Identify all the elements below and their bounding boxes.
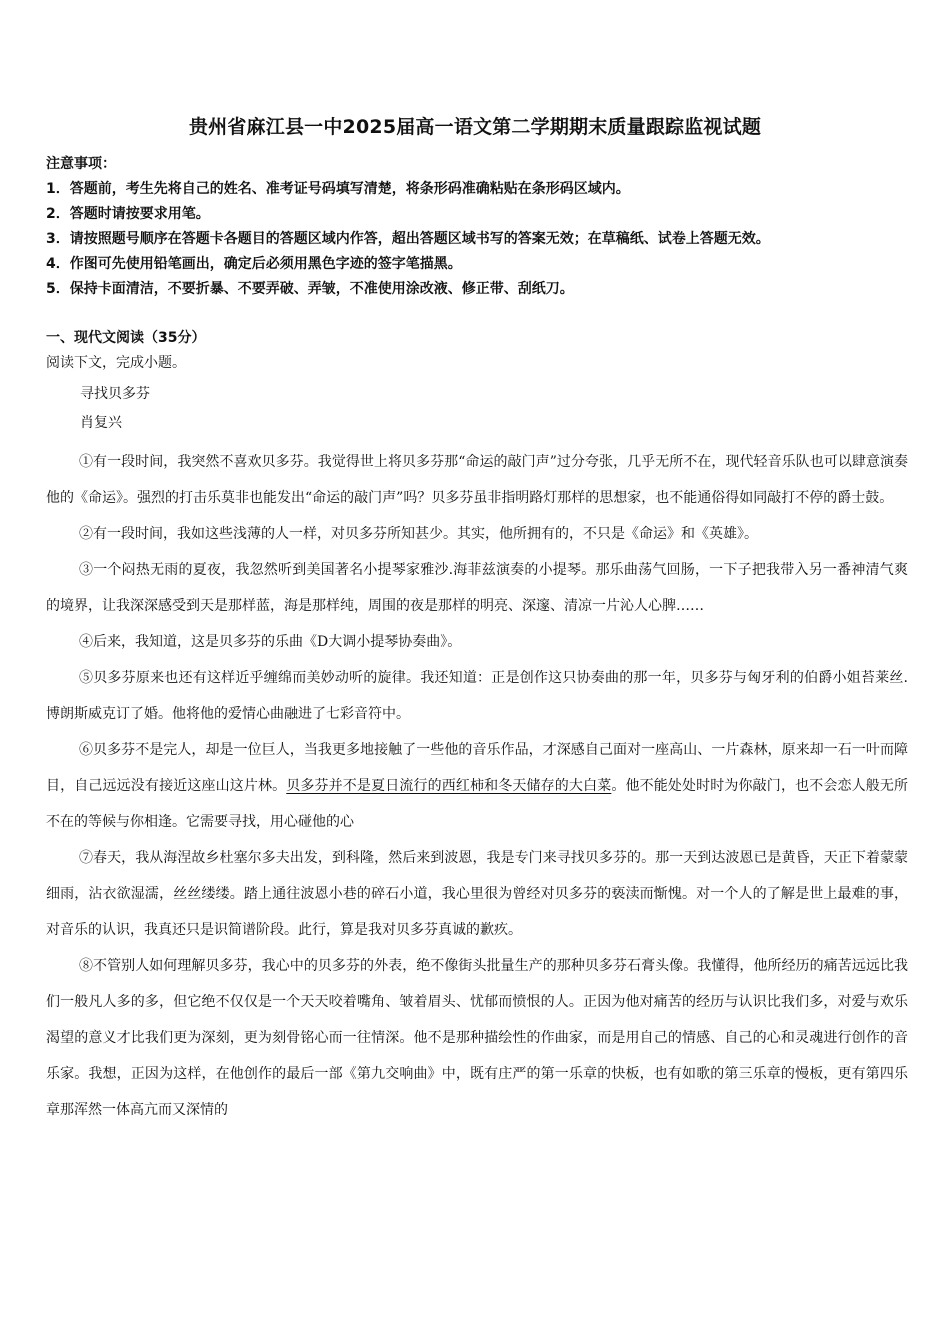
paragraph-6-text-b: 。他不能处处时时为你敲门，也不会恋人般无所不在的等候与你相逢。它需要寻找，用心碰他的心 [46,778,909,830]
notice-item-1: 1．答题前，考生先将自己的姓名、准考证号码填写清楚，将条形码准确粘贴在条形码区域内。 [46,181,630,197]
paragraph-4: ④后来，我知道，这是贝多芬的乐曲《D大调小提琴协奏曲》。 [79,634,462,650]
paragraph-6-underlined-sentence: 贝多芬并不是夏日流行的西红柿和冬天储存的大白菜 [286,778,612,794]
section-instruction: 阅读下文，完成小题。 [46,355,186,371]
section-heading: 一、现代文阅读（35分） [46,330,206,346]
paragraph-7: ⑦春天，我从海涅故乡杜塞尔多夫出发，到科隆，然后来到波恩，我是专门来寻找贝多芬的。那一天到达波恩已是黄昏，天正下着蒙蒙细雨，沾衣欲湿濡，丝丝缕缕。踏上通往波恩小巷的碎石小道，我心里很为曾经对贝多芬的亵渎而惭愧。对一个人的了解是世上最难的事，对音乐的认识，我真还只是识简谱阶段。此行，算是我对贝多芬真诚的歉疚。 [46,850,908,938]
notice-item-5: 5．保持卡面清洁，不要折暴、不要弄破、弄皱，不准使用涂改液、修正带、刮纸刀。 [46,281,574,297]
notice-item-3: 3．请按照题号顺序在答题卡各题目的答题区域内作答，超出答题区域书写的答案无效；在草稿纸、试卷上答题无效。 [46,231,770,247]
notice-block [46,152,916,302]
notice-item-4: 4．作图可先使用铅笔画出，确定后必须用黑色字迹的签字笔描黑。 [46,256,462,272]
paragraph-6-text-a: ⑥贝多芬不是完人，却是一位巨人，当我更多地接触了一些他的音乐作品，才深感自己面对一座高山、一片森林，原来却一石一叶而障目，自己远远没有接近这座山这片林。 [46,742,908,794]
article-author: 肖复兴 [80,415,122,431]
notice-item-2: 2．答题时请按要求用笔。 [46,206,210,222]
notice-heading: 注意事项： [46,156,116,172]
paragraph-1: ①有一段时间，我突然不喜欢贝多芬。我觉得世上将贝多芬那“命运的敲门声”过分夸张，几乎无所不在，现代轻音乐队也可以肆意演奏他的《命运》。强烈的打击乐莫非也能发出“命运的敲门声”吗？贝多芬虽非指明路灯那样的思想家，也不能通俗得如同敲打不停的爵士鼓。 [46,454,908,506]
article-title: 寻找贝多芬 [80,386,150,402]
article-body [46,444,908,1128]
reading-section [46,326,916,434]
paragraph-8: ⑧不管别人如何理解贝多芬，我心中的贝多芬的外表，绝不像街头批量生产的那种贝多芬石膏头像。我懂得，他所经历的痛苦远远比我们一般凡人多的多，但它绝不仅仅是一个天天咬着嘴角、皱着眉头、忧郁而愤恨的人。正因为他对痛苦的经历与认识比我们多，对爱与欢乐渴望的意义才比我们更为深刻，更为刻骨铭心而一往情深。他不是那种描绘性的作曲家，而是用自己的情感、自己的心和灵魂进行创作的音乐家。我想，正因为这样，在他创作的最后一部《第九交响曲》中，既有庄严的第一乐章的快板，也有如歌的第三乐章的慢板，更有第四乐章那浑然一体高亢而又深情的 [46,958,908,1118]
paragraph-2: ②有一段时间，我如这些浅薄的人一样，对贝多芬所知甚少。其实，他所拥有的，不只是《命运》和《英雄》。 [79,526,758,542]
paragraph-5: ⑤贝多芬原来也还有这样近乎缠绵而美妙动听的旋律。我还知道：正是创作这只协奏曲的那一年，贝多芬与匈牙利的伯爵小姐苔莱丝.博朗斯威克订了婚。他将他的爱情心曲融进了七彩音符中。 [46,670,908,722]
exam-title: 贵州省麻江县一中2025届高一语文第二学期期末质量跟踪监视试题 [188,116,762,138]
paragraph-6 [46,732,908,840]
paragraph-3: ③一个闷热无雨的夏夜，我忽然听到美国著名小提琴家雅沙.海菲兹演奏的小提琴。那乐曲荡气回肠，一下子把我带入另一番神清气爽的境界，让我深深感受到天是那样蓝，海是那样纯，周围的夜是那样的明亮、深邃、清凉一片沁人心脾…… [46,562,908,614]
